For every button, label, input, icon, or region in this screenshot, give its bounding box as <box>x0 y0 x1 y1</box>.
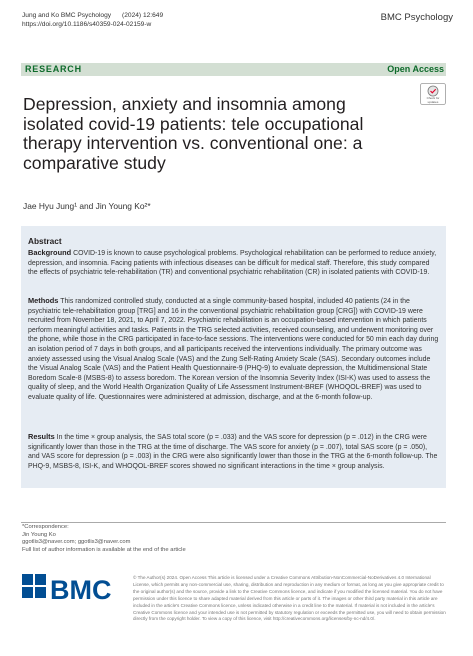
background-label: Background <box>28 248 72 257</box>
article-title: Depression, anxiety and insomnia among isolated covid-19 patients: tele occupational therapy intervention vs. conventional one: a comparative study <box>23 94 364 173</box>
category-label: RESEARCH <box>25 64 82 74</box>
abstract-heading: Abstract <box>28 236 62 246</box>
correspondence-name: Jin Young Ko <box>22 531 56 538</box>
correspondence-label: *Correspondence: <box>22 524 69 530</box>
check-updates-label: Check for updates <box>426 96 440 104</box>
category-banner <box>21 63 446 76</box>
results-label: Results <box>28 432 55 441</box>
doi-link[interactable]: https://doi.org/10.1186/s40359-024-02159-w <box>22 20 152 28</box>
author-list[interactable]: Jae Hyu Jung¹ and Jin Young Ko²* <box>23 201 151 211</box>
footnote-rule <box>21 522 446 523</box>
bmc-logo-text: BMC <box>50 575 112 605</box>
results-text: In the time × group analysis, the SAS total score (p = .033) and the VAS score for depression (p = .012) in the CRG were significantly lower than those in the TRG at the time of discharge. The VAS score for anxiety (p = .007), total SAS score (p = .050), and VAS score for depression (p = .003) in the CRG were also significantly lower than those in the TRG at the 6-month follow-up. The PHQ-9, MSBS-8, ISI-K, and WHOQOL-BREF scores showed no significant interactions in the time × group analysis. <box>28 434 438 470</box>
abstract-methods <box>28 296 440 403</box>
correspondence-email[interactable]: ggotlis3@naver.com; ggotlis3@naver.com <box>22 539 131 546</box>
correspondence-block <box>22 524 186 554</box>
journal-meta <box>22 12 163 29</box>
abstract-background <box>28 248 440 278</box>
author-info-note: Full list of author information is available at the end of the article <box>22 546 186 553</box>
check-for-updates-badge[interactable] <box>420 83 446 105</box>
journal-name: BMC Psychology <box>380 12 453 23</box>
background-text: COVID-19 is known to cause psychological problems. Psychological rehabilitation can be performed to reduce anxiety, depression, and insomnia. Facing patients with infectious diseases can be difficult for medical staff. Therefore, this study compared the effects of psychiatric tele-rehabilitation (TR) and conventional psychiatric rehabilitation (CR) in isolated patients with COVID-19. <box>28 250 437 277</box>
abstract-results <box>28 432 440 471</box>
open-access-label: Open Access <box>387 64 444 74</box>
bmc-logo <box>22 569 118 614</box>
methods-label: Methods <box>28 296 59 305</box>
bmc-logo-mark-icon <box>22 569 118 609</box>
license-text: © The Author(s) 2024. Open Access This article is licensed under a Creative Commons Attribution-NonCommercial-NoDerivatives 4.0 International License, which permits any non-commercial use, sharing, distribution and reproduction in any medium or format, as long as you give appropriate credit to the original author(s) and the source, provide a link to the Creative Commons licence, and indicate if you modified the licensed material. You do not have permission under this licence to share adapted material derived from this article or parts of it. The images or other third party material in this article are included in the article's Creative Commons licence, unless indicated otherwise in a credit line to the material. If material is not included in the article's Creative Commons licence and your intended use is not permitted by statutory regulation or exceeds the permitted use, you will need to obtain permission directly from the copyright holder. To view a copy of this licence, visit http://creativecommons.org/licenses/by-nc-nd/4.0/. <box>133 575 446 622</box>
citation-line: Jung and Ko BMC Psychology (2024) 12:649 <box>22 12 164 19</box>
methods-text: This randomized controlled study, conducted at a single community-based hospital, included 40 patients (24 in the psychiatric tele-rehabilitation group [TRG] and 16 in the conventional psychiatric rehabilitation group [CRG]) with COVID-19 were recruited from November 18, 2021, to April 7, 2022. Psychiatric rehabilitation is an occupation-based intervention in which patients perform meaningful activities and tasks. Patients in the TRG selected activities, received counseling, and underwent monitoring over the phone, while those in the CRG participated in face-to-face sessions. The interventions were conducted for 50 min each day during an isolation period of 7 days in both groups, and all participants received the interventions individually. The primary outcome was anxiety assessed using the Visual Analog Scale (VAS) and the Zung Self-Rating Anxiety Scale (SAS). Secondary outcomes include the Visual Analog Scale (VAS) and the Patient Health Questionnaire-9 (PHQ-9) to evaluate depression, the Multidimensional State Boredom Scale-8 (MSBS-8) to assess boredom. The Korean version of the Insomnia Severity Index (ISI-K) was used to assess the quality of sleep, and the World Health Organization Quality of Life Assessment Instrument-BREF (WHOQOL-BREF) was used to evaluate quality of life. Questionnaires were administered at admission, discharge, and at the 6-month follow-up. <box>28 298 439 401</box>
